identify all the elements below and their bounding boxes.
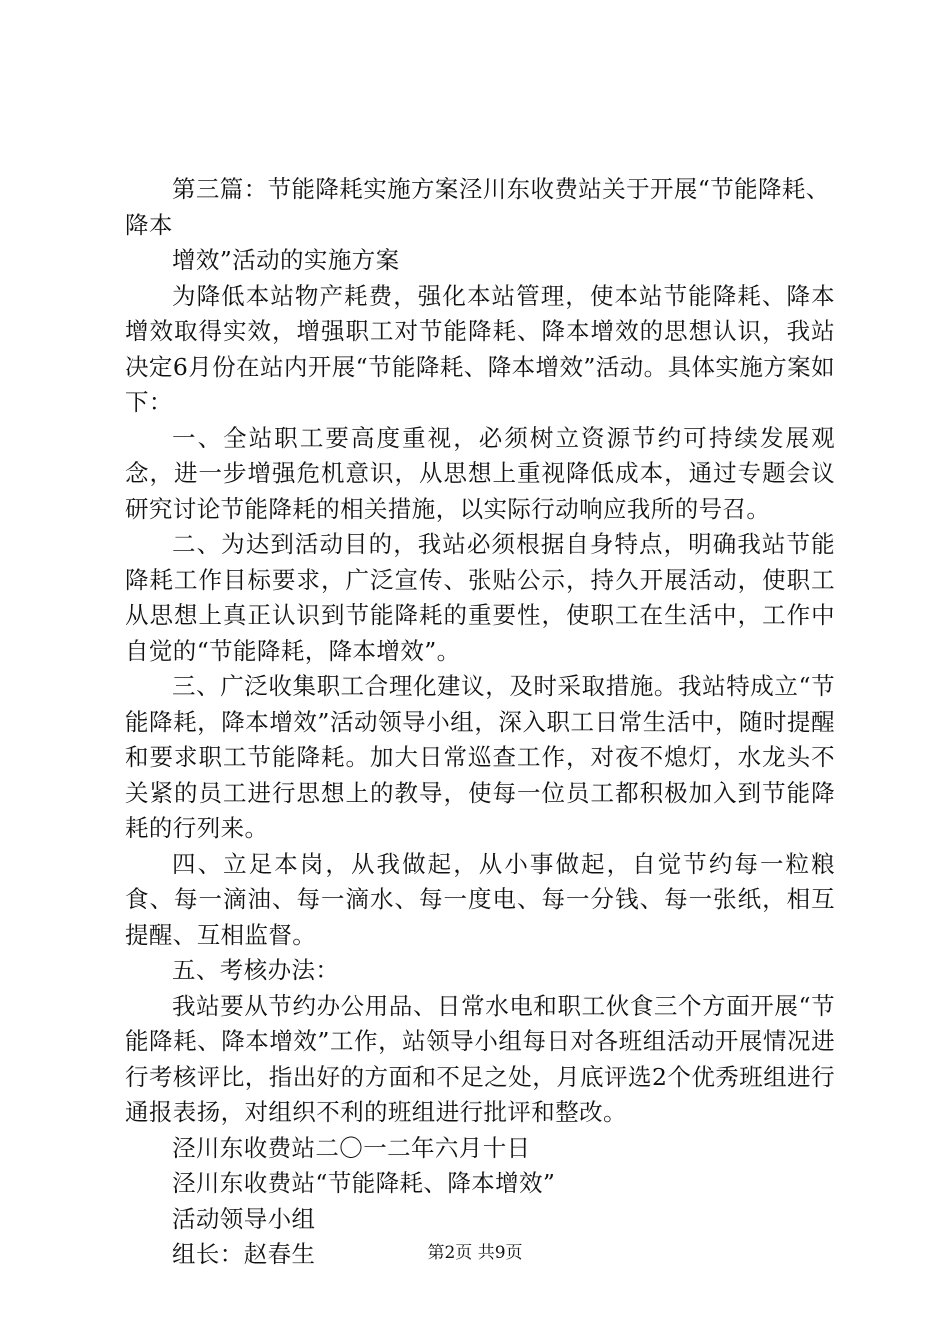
signature-org-line: 泾川东收费站“节能降耗、降本增效”: [172, 1169, 556, 1197]
paragraph-intro: 为降低本站物产耗费，强化本站管理，使本站节能降耗、降本增效取得实效，增强职工对节能降耗、降本增效的思想认识，我站决定6月份在站内开展“节能降耗、降本增效”活动。具体实施方案如下：: [125, 281, 835, 416]
page-number-footer: 第2页 共9页: [427, 1243, 523, 1263]
signature-group-line: 活动领导小组: [172, 1204, 316, 1233]
signature-leader-line: 组长：赵春生: [172, 1240, 316, 1268]
document-title-line-2: 增效”活动的实施方案: [172, 246, 400, 274]
document-title-line-1: 第三篇：节能降耗实施方案泾川东收费站关于开展“节能降耗、降本: [125, 175, 830, 239]
paragraph-item-5-heading: 五、考核办法：: [172, 956, 340, 984]
paragraph-item-2: 二、为达到活动目的，我站必须根据自身特点，明确我站节能降耗工作目标要求，广泛宣传、张贴公示，持久开展活动，使职工从思想上真正认识到节能降耗的重要性，使职工在生活中，工作中自觉的“节能降耗，降本增效”。: [125, 530, 835, 665]
signature-date-line: 泾川东收费站二〇一二年六月十日: [172, 1133, 531, 1162]
paragraph-item-4: 四、立足本岗，从我做起，从小事做起，自觉节约每一粒粮食、每一滴油、每一滴水、每一度电、每一分钱、每一张纸，相互提醒、互相监督。: [125, 849, 835, 949]
paragraph-assessment: 我站要从节约办公用品、日常水电和职工伙食三个方面开展“节能降耗、降本增效”工作，站领导小组每日对各班组活动开展情况进行考核评比，指出好的方面和不足之处，月底评选2个优秀班组进行通报表扬，对组织不利的班组进行批评和整改。: [125, 991, 835, 1126]
paragraph-item-1: 一、全站职工要高度重视，必须树立资源节约可持续发展观念，进一步增强危机意识，从思想上重视降低成本，通过专题会议研究讨论节能降耗的相关措施，以实际行动响应我所的号召。: [125, 423, 835, 523]
paragraph-item-3: 三、广泛收集职工合理化建议，及时采取措施。我站特成立“节能降耗，降本增效”活动领导小组，深入职工日常生活中，随时提醒和要求职工节能降耗。加大日常巡查工作，对夜不熄灯，水龙头不关紧的员工进行思想上的教导，使每一位员工都积极加入到节能降耗的行列来。: [125, 672, 835, 842]
document-body: [125, 172, 835, 1273]
